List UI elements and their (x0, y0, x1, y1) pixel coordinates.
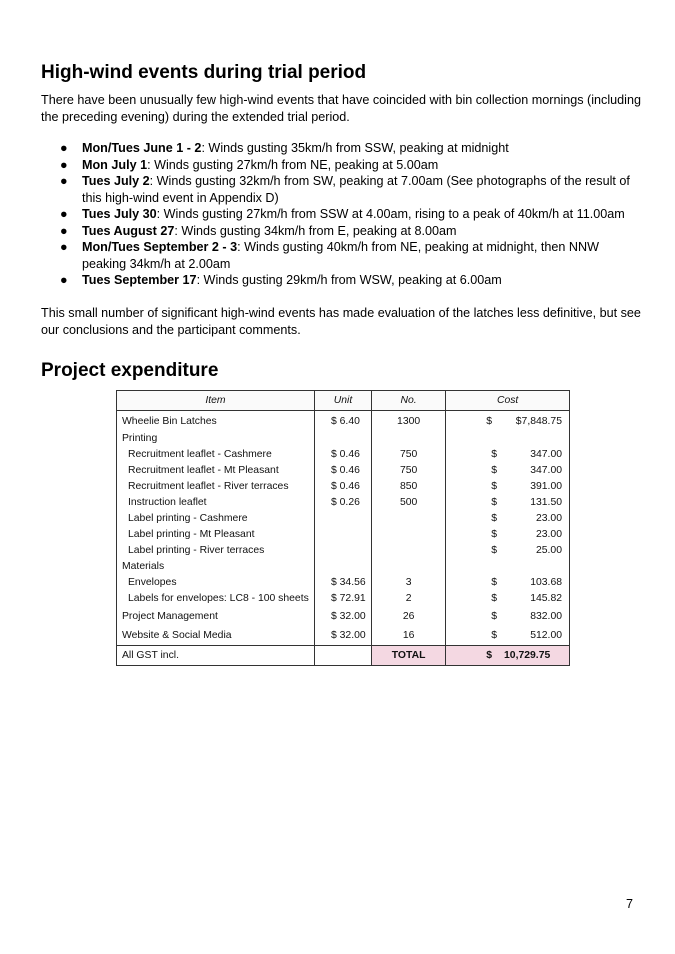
cell-unit: $ 6.40 (314, 411, 371, 432)
bullet-icon: ● (60, 223, 68, 238)
cost-value: $7,848.75 (515, 416, 562, 427)
cost-value: 25.00 (535, 545, 562, 556)
bullet-icon: ● (60, 141, 68, 155)
wind-event-text: : Winds gusting 40km/h from NE, peaking at midnight, then NNW peaking 34km/h at 2.00am (82, 240, 599, 271)
wind-event-date: Mon July 1 (82, 157, 148, 172)
wind-event-item (41, 140, 641, 157)
bullet-icon: ● (60, 273, 68, 287)
cell-item: Recruitment leaflet - Mt Pleasant (117, 463, 315, 479)
cell-no: 3 (371, 575, 445, 591)
bullet-icon: ● (60, 240, 68, 254)
total-value: 10,729.75 (504, 649, 551, 661)
currency-symbol: $ (491, 629, 498, 641)
cell-no: 1300 (371, 411, 445, 432)
cell-unit: $ 0.26 (314, 495, 371, 511)
cell-item: Project Management (117, 607, 315, 626)
table-row (117, 607, 570, 626)
cell-item: Labels for envelopes: LC8 - 100 sheets (117, 591, 315, 607)
cell-unit (314, 527, 371, 543)
currency-symbol: $ (491, 577, 498, 588)
wind-event-text: : Winds gusting 27km/h from NE, peaking at 5.00am (147, 157, 439, 172)
cost-value: 23.00 (535, 529, 562, 540)
cell-cost (446, 559, 570, 575)
table-row (117, 479, 570, 495)
cell-item: Recruitment leaflet - Cashmere (117, 447, 315, 463)
table-row (117, 591, 570, 607)
bullet-icon: ● (60, 207, 68, 221)
cell-no: 500 (371, 495, 445, 511)
currency-symbol: $ (491, 449, 498, 460)
cell-cost (446, 591, 570, 607)
cell-no: 750 (371, 447, 445, 463)
wind-conclusion-paragraph: This small number of significant high-wind events has made evaluation of the latches less definitive, but see our conclusions and the participant comments. (41, 306, 641, 337)
wind-event-item (41, 157, 641, 174)
cost-value: 347.00 (530, 449, 562, 460)
cell-item: Materials (117, 559, 315, 575)
cell-cost (446, 479, 570, 495)
cell-cost (446, 447, 570, 463)
cell-unit (314, 559, 371, 575)
cell-unit (314, 543, 371, 559)
wind-event-item (41, 173, 641, 206)
table-row (117, 411, 570, 432)
cell-cost (446, 527, 570, 543)
total-cost-cell (446, 646, 570, 666)
currency-symbol: $ (491, 497, 498, 508)
table-header-row (117, 391, 570, 411)
expenditure-section-heading: Project expenditure (41, 360, 219, 381)
wind-event-item (41, 223, 641, 240)
wind-event-text: : Winds gusting 34km/h from E, peaking at 8.00am (174, 223, 457, 238)
column-header-unit: Unit (314, 391, 371, 411)
cell-item: Label printing - River terraces (117, 543, 315, 559)
cell-unit: $ 32.00 (314, 607, 371, 626)
cost-value: 832.00 (530, 610, 562, 622)
cell-cost (446, 431, 570, 447)
table-row (117, 463, 570, 479)
cell-cost (446, 463, 570, 479)
cost-value: 347.00 (530, 465, 562, 476)
cell-unit: $ 0.46 (314, 447, 371, 463)
cell-cost (446, 411, 570, 432)
table-row (117, 527, 570, 543)
cell-no: 2 (371, 591, 445, 607)
currency-symbol: $ (486, 416, 493, 427)
cell-unit: $ 32.00 (314, 626, 371, 646)
column-header-item: Item (117, 391, 315, 411)
cell-unit (314, 511, 371, 527)
cell-unit: $ 34.56 (314, 575, 371, 591)
wind-section-heading: High-wind events during trial period (41, 62, 367, 83)
cell-unit: $ 0.46 (314, 463, 371, 479)
cell-no: 750 (371, 463, 445, 479)
table-row (117, 575, 570, 591)
total-currency-symbol: $ (486, 649, 493, 661)
bullet-icon: ● (60, 174, 68, 188)
wind-event-item (41, 272, 641, 289)
cell-cost (446, 575, 570, 591)
cell-no: 26 (371, 607, 445, 626)
cell-no (371, 543, 445, 559)
cell-unit-empty (314, 646, 371, 666)
currency-symbol: $ (491, 610, 498, 622)
currency-symbol: $ (491, 465, 498, 476)
table-row (117, 447, 570, 463)
wind-intro-paragraph: There have been unusually few high-wind events that have coincided with bin collection mornings (including the preceding evening) during the extended trial period. (41, 93, 641, 124)
wind-event-text: : Winds gusting 35km/h from SSW, peaking at midnight (201, 141, 509, 155)
expenditure-table (116, 390, 570, 666)
cell-item: Label printing - Cashmere (117, 511, 315, 527)
cell-no (371, 431, 445, 447)
page-number: 7 (626, 897, 634, 911)
wind-event-item (41, 239, 641, 272)
cell-item: Printing (117, 431, 315, 447)
currency-symbol: $ (491, 545, 498, 556)
cell-item: Recruitment leaflet - River terraces (117, 479, 315, 495)
cell-item: Wheelie Bin Latches (117, 411, 315, 432)
table-row (117, 511, 570, 527)
currency-symbol: $ (491, 513, 498, 524)
cell-cost (446, 495, 570, 511)
cell-no (371, 559, 445, 575)
currency-symbol: $ (491, 593, 498, 604)
cell-unit: $ 72.91 (314, 591, 371, 607)
table-total-row (117, 646, 570, 666)
cell-item: Envelopes (117, 575, 315, 591)
wind-event-date: Tues August 27 (82, 223, 175, 238)
wind-event-date: Mon/Tues September 2 - 3 (82, 240, 238, 254)
cost-value: 512.00 (530, 629, 562, 641)
wind-event-date: Mon/Tues June 1 - 2 (82, 141, 202, 155)
cell-item: Instruction leaflet (117, 495, 315, 511)
gst-note: All GST incl. (117, 646, 315, 666)
cost-value: 145.82 (530, 593, 562, 604)
cell-no (371, 527, 445, 543)
wind-event-date: Tues July 2 (82, 174, 150, 188)
column-header-cost: Cost (446, 391, 570, 411)
column-header-no: No. (371, 391, 445, 411)
table-row (117, 626, 570, 646)
total-label: TOTAL (371, 646, 445, 666)
cost-value: 23.00 (535, 513, 562, 524)
cell-unit (314, 431, 371, 447)
table-row (117, 431, 570, 447)
cell-no: 16 (371, 626, 445, 646)
cell-item: Label printing - Mt Pleasant (117, 527, 315, 543)
cost-value: 131.50 (530, 497, 562, 508)
cell-no (371, 511, 445, 527)
currency-symbol: $ (491, 481, 498, 492)
cell-cost (446, 511, 570, 527)
table-row (117, 543, 570, 559)
cost-value: 103.68 (530, 577, 562, 588)
table-row (117, 495, 570, 511)
wind-event-date: Tues September 17 (82, 273, 197, 287)
cell-unit: $ 0.46 (314, 479, 371, 495)
currency-symbol: $ (491, 529, 498, 540)
cell-cost (446, 626, 570, 646)
wind-events-list (41, 140, 641, 289)
wind-event-date: Tues July 30 (82, 207, 157, 221)
cell-item: Website & Social Media (117, 626, 315, 646)
cost-value: 391.00 (530, 481, 562, 492)
wind-event-text: : Winds gusting 29km/h from WSW, peaking at 6.00am (196, 273, 502, 287)
cell-cost (446, 543, 570, 559)
wind-event-text: : Winds gusting 32km/h from SW, peaking at 7.00am (See photographs of the result of this high-wind event in Appendix D) (82, 174, 630, 205)
wind-event-item (41, 206, 641, 223)
wind-event-text: : Winds gusting 27km/h from SSW at 4.00am, rising to a peak of 40km/h at 11.00am (156, 207, 625, 221)
cell-cost (446, 607, 570, 626)
table-row (117, 559, 570, 575)
bullet-icon: ● (60, 157, 68, 172)
cell-no: 850 (371, 479, 445, 495)
